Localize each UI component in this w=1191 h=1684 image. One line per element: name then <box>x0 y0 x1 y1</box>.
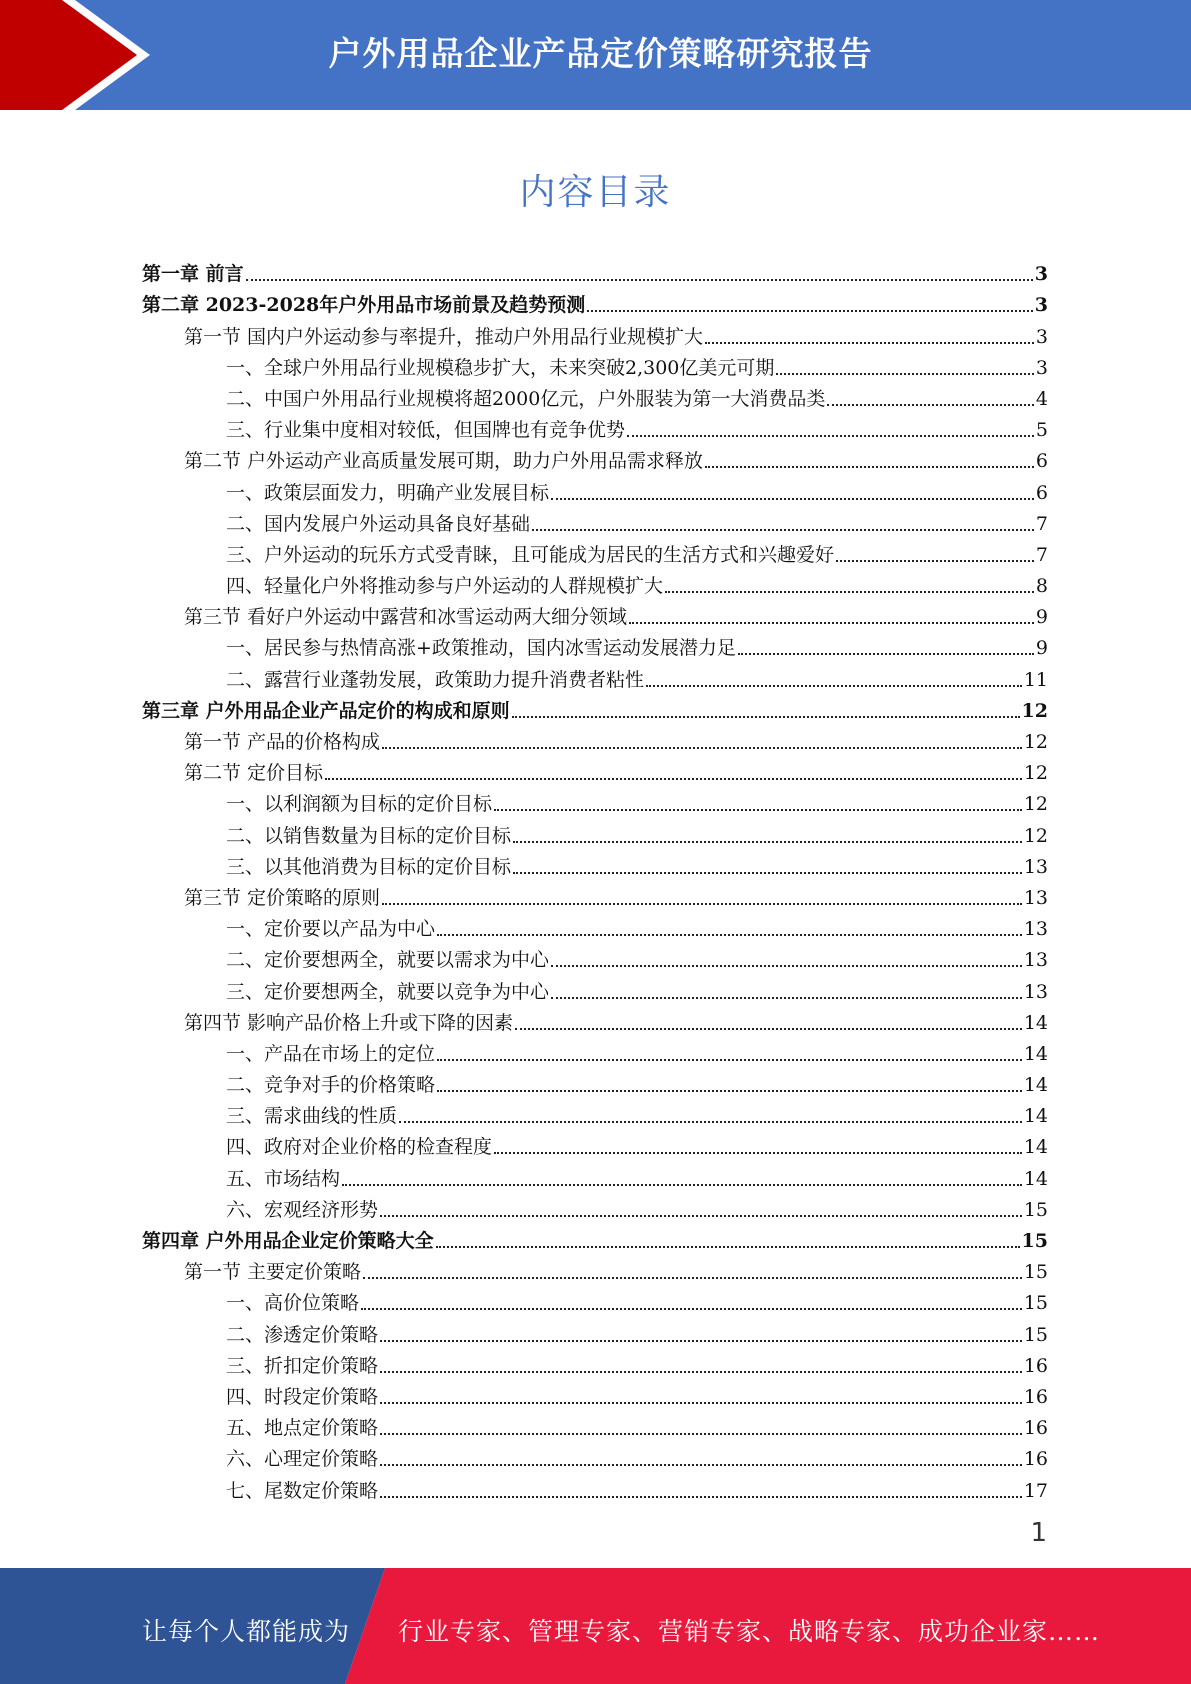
toc-entry[interactable] <box>142 410 1048 441</box>
toc-entry[interactable] <box>142 285 1048 316</box>
toc-entry-title: 第一章 前言 <box>142 263 244 286</box>
toc-entry-page: 15 <box>1023 1292 1048 1315</box>
toc-dot-leader <box>627 435 1034 437</box>
toc-entry-page: 13 <box>1023 949 1048 972</box>
toc-entry-page: 6 <box>1035 450 1048 473</box>
toc-entry-page: 12 <box>1023 793 1048 816</box>
toc-entry-page: 14 <box>1023 1011 1048 1034</box>
toc-entry[interactable] <box>142 847 1048 878</box>
toc-entry-page: 16 <box>1023 1354 1048 1377</box>
toc-entry-page: 7 <box>1035 543 1048 566</box>
toc-entry-title: 第一节 产品的价格构成 <box>184 731 381 753</box>
toc-entry-page: 3 <box>1034 263 1048 286</box>
toc-entry[interactable] <box>142 441 1048 472</box>
toc-dot-leader <box>646 685 1022 687</box>
toc-entry[interactable] <box>142 784 1048 815</box>
footer-slogan-right: 行业专家、管理专家、营销专家、战略专家、成功企业家…… <box>398 1617 1101 1646</box>
toc-dot-leader <box>382 747 1022 749</box>
toc-dot-leader <box>513 872 1022 874</box>
toc-entry-page: 14 <box>1023 1074 1048 1097</box>
toc-dot-leader <box>551 965 1022 967</box>
toc-entry-title: 二、露营行业蓬勃发展，政策助力提升消费者粘性 <box>226 668 645 691</box>
toc-dot-leader <box>836 560 1034 562</box>
toc-dot-leader <box>437 934 1022 936</box>
toc-entry-title: 二、竞争对手的价格策略 <box>226 1074 436 1097</box>
toc-dot-leader <box>380 1340 1022 1342</box>
toc-entry[interactable] <box>142 566 1048 597</box>
toc-dot-leader <box>494 809 1022 811</box>
toc-entry-title: 第二章 2023-2028年户外用品市场前景及趋势预测 <box>142 294 586 317</box>
toc-entry-page: 13 <box>1023 886 1048 909</box>
toc-entry-title: 二、中国户外用品行业规模将超2000亿元，户外服装为第一大消费品类 <box>226 387 826 410</box>
toc-dot-leader <box>246 279 1033 281</box>
toc-entry[interactable] <box>142 1470 1048 1501</box>
toc-dot-leader <box>399 1121 1022 1123</box>
toc-dot-leader <box>551 997 1022 999</box>
toc-entry[interactable] <box>142 909 1048 940</box>
toc-entry-page: 13 <box>1023 980 1048 1003</box>
toc-entry-page: 16 <box>1023 1448 1048 1471</box>
toc-entry[interactable] <box>142 535 1048 566</box>
toc-dot-leader <box>515 1028 1022 1030</box>
toc-dot-leader <box>629 622 1034 624</box>
toc-entry[interactable] <box>142 1346 1048 1377</box>
toc-entry-title: 三、折扣定价策略 <box>226 1354 379 1377</box>
toc-entry-page: 12 <box>1023 762 1048 785</box>
toc-entry[interactable] <box>142 1034 1048 1065</box>
toc-entry-page: 15 <box>1023 1198 1048 1221</box>
toc-entry-title: 三、需求曲线的性质 <box>226 1105 398 1128</box>
toc-entry-title: 七、尾数定价策略 <box>226 1479 379 1502</box>
toc-entry[interactable] <box>142 1439 1048 1470</box>
toc-entry-title: 第一节 国内户外运动参与率提升，推动户外用品行业规模扩大 <box>184 325 704 348</box>
toc-dot-leader <box>380 1433 1022 1435</box>
toc-dot-leader <box>380 1215 1022 1217</box>
toc-dot-leader <box>361 1308 1022 1310</box>
toc-dot-leader <box>325 778 1022 780</box>
report-title: 户外用品企业产品定价策略研究报告 <box>328 34 873 73</box>
toc-entry-title: 一、以利润额为目标的定价目标 <box>226 793 493 816</box>
toc-entry[interactable] <box>142 691 1048 722</box>
toc-entry-title: 一、定价要以产品为中心 <box>226 918 436 941</box>
toc-entry-title: 四、时段定价策略 <box>226 1385 379 1408</box>
toc-entry[interactable] <box>142 1252 1048 1283</box>
toc-dot-leader <box>436 1246 1020 1248</box>
toc-entry[interactable] <box>142 1221 1048 1252</box>
toc-entry-title: 四、轻量化户外将推动参与户外运动的人群规模扩大 <box>226 575 664 598</box>
toc-entry-title: 三、以其他消费为目标的定价目标 <box>226 855 512 878</box>
toc-entry-page: 9 <box>1035 637 1048 660</box>
toc-entry-title: 一、产品在市场上的定位 <box>226 1042 436 1065</box>
toc-entry[interactable] <box>142 815 1048 846</box>
toc-dot-leader <box>380 1464 1022 1466</box>
toc-dot-leader <box>827 404 1034 406</box>
toc-entry-page: 14 <box>1023 1167 1048 1190</box>
toc-entry-title: 二、国内发展户外运动具备良好基础 <box>226 512 531 535</box>
toc-entry-page: 16 <box>1023 1417 1048 1440</box>
toc-entry-title: 第四章 户外用品企业定价策略大全 <box>142 1230 434 1252</box>
toc-entry-page: 3 <box>1034 294 1048 317</box>
toc-entry[interactable] <box>142 1190 1048 1221</box>
toc-entry-title: 五、地点定价策略 <box>226 1417 379 1440</box>
toc-entry-page: 6 <box>1035 481 1048 504</box>
toc-dot-leader <box>380 1496 1022 1498</box>
toc-entry-page: 12 <box>1021 699 1048 722</box>
table-of-contents <box>142 254 1048 1502</box>
toc-entry-title: 第三节 定价策略的原则 <box>184 886 381 909</box>
toc-entry[interactable] <box>142 940 1048 971</box>
toc-entry-title: 二、定价要想两全，就要以需求为中心 <box>226 949 550 972</box>
toc-entry-page: 3 <box>1035 325 1048 348</box>
toc-entry-title: 三、行业集中度相对较低，但国牌也有竞争优势 <box>226 419 626 442</box>
page-number: 1 <box>1030 1518 1047 1548</box>
toc-entry[interactable] <box>142 1408 1048 1439</box>
toc-entry-title: 第一节 主要定价策略 <box>184 1261 362 1284</box>
toc-entry-page: 7 <box>1035 512 1048 535</box>
toc-entry[interactable] <box>142 472 1048 503</box>
toc-entry-title: 二、渗透定价策略 <box>226 1323 379 1346</box>
report-footer <box>0 1568 1191 1684</box>
toc-dot-leader <box>380 1371 1022 1373</box>
toc-entry[interactable] <box>142 1158 1048 1189</box>
toc-entry-title: 六、心理定价策略 <box>226 1448 379 1471</box>
toc-entry-title: 第二节 户外运动产业高质量发展可期，助力户外用品需求释放 <box>184 450 704 473</box>
toc-entry-page: 15 <box>1023 1323 1048 1346</box>
toc-entry[interactable] <box>142 254 1048 285</box>
toc-entry-page: 4 <box>1035 387 1048 410</box>
toc-entry[interactable] <box>142 1003 1048 1034</box>
toc-entry[interactable] <box>142 504 1048 535</box>
toc-dot-leader <box>738 653 1034 655</box>
toc-entry-title: 六、宏观经济形势 <box>226 1198 379 1221</box>
toc-entry-title: 第四节 影响产品价格上升或下降的因素 <box>184 1011 514 1034</box>
toc-entry-title: 一、全球户外用品行业规模稳步扩大，未来突破2,300亿美元可期 <box>226 356 775 379</box>
toc-entry-page: 15 <box>1021 1230 1048 1252</box>
toc-entry[interactable] <box>142 1065 1048 1096</box>
toc-dot-leader <box>705 466 1034 468</box>
toc-entry-page: 12 <box>1023 824 1048 847</box>
toc-dot-leader <box>382 903 1022 905</box>
toc-entry-page: 8 <box>1035 575 1048 598</box>
toc-entry[interactable] <box>142 878 1048 909</box>
toc-entry-page: 14 <box>1023 1042 1048 1065</box>
toc-dot-leader <box>513 841 1022 843</box>
toc-entry-page: 5 <box>1035 419 1048 442</box>
toc-entry[interactable] <box>142 316 1048 347</box>
toc-entry-title: 五、市场结构 <box>226 1167 341 1190</box>
toc-entry-title: 第三章 户外用品企业产品定价的构成和原则 <box>142 699 510 722</box>
toc-entry[interactable] <box>142 1377 1048 1408</box>
toc-dot-leader <box>437 1059 1022 1061</box>
toc-entry[interactable] <box>142 971 1048 1002</box>
toc-dot-leader <box>776 373 1034 375</box>
toc-entry-page: 11 <box>1023 668 1048 691</box>
toc-entry-page: 14 <box>1023 1136 1048 1159</box>
toc-entry[interactable] <box>142 753 1048 784</box>
toc-entry-title: 三、户外运动的玩乐方式受青睐，且可能成为居民的生活方式和兴趣爱好 <box>226 543 835 566</box>
toc-entry-page: 14 <box>1023 1105 1048 1128</box>
toc-dot-leader <box>665 591 1034 593</box>
toc-entry-title: 第二节 定价目标 <box>184 762 324 785</box>
toc-entry-page: 3 <box>1035 356 1048 379</box>
toc-dot-leader <box>380 1402 1022 1404</box>
toc-dot-leader <box>587 310 1033 312</box>
toc-dot-leader <box>437 1090 1022 1092</box>
toc-entry-title: 三、定价要想两全，就要以竞争为中心 <box>226 980 550 1003</box>
toc-entry[interactable] <box>142 1283 1048 1314</box>
toc-entry-title: 二、以销售数量为目标的定价目标 <box>226 824 512 847</box>
toc-dot-leader <box>494 1152 1022 1154</box>
toc-entry-title: 一、居民参与热情高涨+政策推动，国内冰雪运动发展潜力足 <box>226 637 736 660</box>
toc-dot-leader <box>532 529 1034 531</box>
toc-entry-title: 一、高价位策略 <box>226 1292 360 1315</box>
toc-entry[interactable] <box>142 628 1048 659</box>
toc-dot-leader <box>363 1277 1022 1279</box>
toc-entry[interactable] <box>142 722 1048 753</box>
toc-entry[interactable] <box>142 597 1048 628</box>
toc-entry-page: 17 <box>1023 1479 1048 1502</box>
toc-dot-leader <box>342 1184 1022 1186</box>
toc-entry[interactable] <box>142 1096 1048 1127</box>
footer-slogan-left: 让每个人都能成为 <box>142 1617 351 1646</box>
toc-entry[interactable] <box>142 379 1048 410</box>
toc-entry-title: 四、政府对企业价格的检查程度 <box>226 1136 493 1159</box>
toc-dot-leader <box>551 498 1034 500</box>
toc-entry-page: 13 <box>1023 855 1048 878</box>
toc-dot-leader <box>705 342 1034 344</box>
toc-entry-title: 第三节 看好户外运动中露营和冰雪运动两大细分领域 <box>184 606 628 629</box>
toc-entry-page: 9 <box>1035 606 1048 629</box>
toc-entry[interactable] <box>142 659 1048 690</box>
toc-entry-title: 一、政策层面发力，明确产业发展目标 <box>226 481 550 504</box>
report-header <box>0 0 1191 110</box>
toc-heading: 内容目录 <box>519 172 672 213</box>
toc-entry[interactable] <box>142 348 1048 379</box>
toc-entry-page: 13 <box>1023 918 1048 941</box>
toc-dot-leader <box>512 716 1020 718</box>
toc-entry[interactable] <box>142 1314 1048 1345</box>
toc-entry-page: 12 <box>1023 731 1048 753</box>
toc-entry[interactable] <box>142 1127 1048 1158</box>
toc-entry-page: 15 <box>1023 1261 1048 1284</box>
toc-entry-page: 16 <box>1023 1385 1048 1408</box>
